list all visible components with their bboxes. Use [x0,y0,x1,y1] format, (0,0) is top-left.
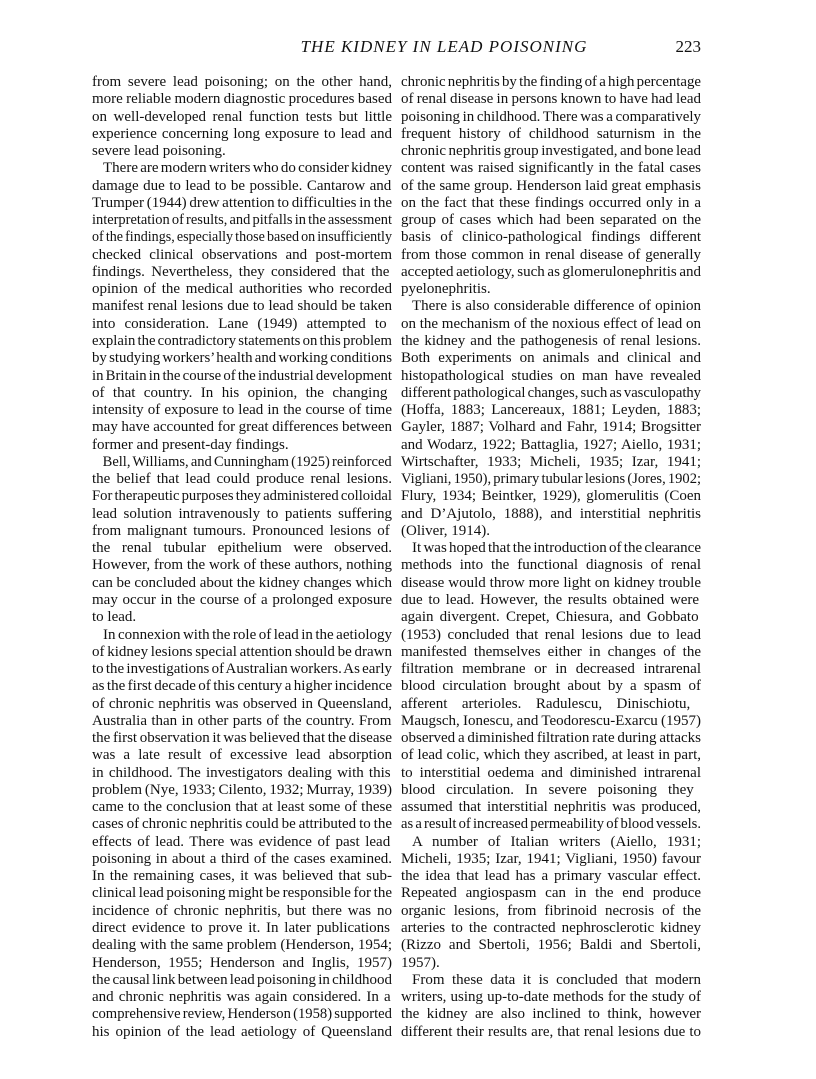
text-line: Vigliani, 1950), primary tubular lesions (Jores, 1902; [401,471,701,488]
paragraph [401,298,701,540]
text-line: (Hoffa, 1883; Lancereaux, 1881; Leyden, 1883; [401,402,701,419]
text-line: from malignant tumours. Pronounced lesions of [92,522,390,539]
text-line: the belief that lead could produce renal lesions. [92,471,392,488]
text-line: experience concerning long exposure to lead and [92,125,392,142]
text-line: dealing with the same problem (Henderson, 1954; [92,937,392,954]
text-line: (1953) concluded that renal lesions due to lead [401,626,701,643]
text-line: cases of chronic nephritis could be attributed to the [92,816,392,833]
text-line: by studying workers’ health and working conditions [92,350,392,367]
text-line: the first observation it was believed that the disease [92,730,392,747]
text-line: Wirtschafter, 1933; Micheli, 1935; Izar, 1941; [401,453,701,470]
text-line: of lead colic, which they ascribed, at least in part, [401,747,701,764]
text-line: again divergent. Crepet, Chiesura, and Gobbato [401,609,699,626]
paragraph [92,160,392,454]
text-line: the kidney are also inclined to think, however [401,1006,701,1023]
text-line: observed a diminished filtration rate during attacks [401,730,701,747]
running-title: THE KIDNEY IN LEAD POISONING [300,37,588,56]
text-line: There is also considerable difference of opinion [412,298,701,315]
text-line: due to lead. However, the results obtained were [401,591,700,608]
text-line: However, from the work of these authors, nothing [92,557,392,574]
text-line: to the investigations of Australian workers. As early [92,661,392,678]
text-line: organic lesions, from fibrinoid necrosis of the [401,902,701,919]
text-line: Henderson, 1955; Henderson and Inglis, 1957) [92,954,392,971]
text-line: damage due to lead to be possible. Cantarow and [92,177,392,194]
right-column [401,74,701,1041]
text-line: came to the conclusion that at least some of these [92,799,392,816]
text-line: poisoning in about a third of the cases examined. [92,850,392,867]
text-line: accepted aetiology, such as glomerulonephritis and [401,263,701,280]
text-line: different pathological changes, such as vasculopathy [401,384,701,401]
text-line: blood circulation. In severe poisoning they [401,781,694,798]
text-line: and Wodarz, 1922; Battaglia, 1927; Aiello, 1931; [401,436,701,453]
text-line: From these data it is concluded that modern [412,971,701,988]
left-column [92,74,392,1041]
text-line: In connexion with the role of lead in the aetiology [103,626,392,643]
text-line: Gayler, 1887; Volhard and Fahr, 1914; Brogsitter [401,419,701,436]
text-line: his opinion of the lead aetiology of Queensland [92,1023,392,1040]
text-line: and D’Ajutolo, 1888), and interstitial nephritis [401,505,701,522]
paragraph [401,540,701,834]
text-line: findings. Nevertheless, they considered that the [92,263,390,280]
text-line: opinion of the medical authorities who recorded [92,281,392,298]
text-line: in Britain in the course of the industrial development [92,367,392,384]
text-line: (Rizzo and Sbertoli, 1956; Baldi and Sbertoli, [401,937,701,954]
text-line: pyelonephritis. [401,281,491,298]
text-line: histopathological studies on man have revealed [401,367,701,384]
text-line: of renal disease in persons known to have had lead [401,91,701,108]
paragraph [92,627,392,1041]
text-line: on the fact that these findings occurred only in a [401,194,701,211]
text-line: of the same group. Henderson laid great emphasis [401,177,701,194]
text-line: There are modern writers who do consider kidney [103,160,392,177]
text-line: Maugsch, Ionescu, and Teodorescu-Exarcu (1957) [401,712,701,729]
text-line: different their results are, that renal lesions due to [401,1023,701,1040]
text-line: blood circulation brought about by a spasm of [401,678,701,695]
text-line: of kidney lesions special attention should be drawn [92,643,392,660]
text-line: the kidney and the pathogenesis of renal lesions. [401,332,701,349]
text-line: writers, using up-to-date methods for the study of [401,989,701,1006]
text-line: into consideration. Lane (1949) attempted to [92,315,387,332]
text-line: intensity of exposure to lead in the course of time [92,402,392,419]
text-line: the causal link between lead poisoning in childhood [92,971,392,988]
text-line: can be concluded about the kidney changes which [92,574,392,591]
paragraph [401,74,701,298]
text-line: incidence of chronic nephritis, but there was no [92,902,392,919]
text-line: of the findings, especially those based on insufficiently [92,229,392,246]
text-line: to lead. [92,609,137,626]
text-line: to interstitial oedema and diminished intrarenal [401,764,701,781]
text-line: former and present-day findings. [92,436,289,453]
text-line: In the remaining cases, it was believed that sub- [92,868,392,885]
text-line: assumed that interstitial nephritis was produced, [401,799,701,816]
paragraph [401,834,701,972]
text-line: poisoning in childhood. There was a comparatively [401,108,701,125]
text-line: problem (Nye, 1933; Cilento, 1932; Murray, 1939) [92,781,392,798]
text-line: frequent history of childhood saturnism in the [401,125,701,142]
text-line: may occur in the course of a prolonged exposure [92,591,392,608]
page-number: 223 [675,37,701,56]
text-line: as a result of increased permeability of blood vessels. [401,816,701,833]
text-line: of that country. In his opinion, the changing [92,384,388,401]
paragraph [92,454,392,627]
text-line: Trumper (1944) drew attention to difficulties in the [92,194,392,211]
text-line: was a late result of excessive lead absorption [92,747,392,764]
text-line: arteries to the contracted nephrosclerotic kidney [401,920,701,937]
paragraph [401,972,701,1041]
text-line: in childhood. The investigators dealing with this [92,764,391,781]
text-line: may have accounted for great differences between [92,419,392,436]
text-line: as the first decade of this century a higher incidence [92,678,392,695]
text-line: from those common in renal disease of generally [401,246,701,263]
text-line: the renal tubular epithelium were observed. [92,540,392,557]
text-line: It was hoped that the introduction of the clearance [412,540,701,557]
text-line: disease would throw more light on kidney trouble [401,574,701,591]
paragraph [92,74,392,160]
text-line: checked clinical observations and post-mortem [92,246,392,263]
text-line: of chronic nephritis was observed in Queensland, [92,695,392,712]
text-line: afferent arterioles. Radulescu, Dinischiotu, [401,695,691,712]
text-line: chronic nephritis group investigated, and bone lead [401,143,701,160]
text-line: direct evidence to prove it. In later publications [92,920,391,937]
text-line: severe lead poisoning. [92,143,226,160]
text-line: filtration membrane or in decreased intrarenal [401,661,701,678]
text-line: more reliable modern diagnostic procedures based [92,91,392,108]
text-line: content was raised significantly in the fatal cases [401,160,701,177]
text-line: explain the contradictory statements on this problem [92,332,392,349]
text-line: clinical lead poisoning might be responsible for the [92,885,392,902]
text-line: effects of lead. There was evidence of past lead [92,833,391,850]
text-line: A number of Italian writers (Aiello, 1931; [412,833,701,850]
text-line: Flury, 1934; Beintker, 1929), glomerulitis (Coen [401,488,701,505]
text-line: Australia than in other parts of the country. From [92,712,392,729]
text-line: comprehensive review, Henderson (1958) supported [92,1006,392,1023]
text-line: interpretation of results, and pitfalls in the assessment [92,212,392,229]
text-line: manifested themselves either in changes of the [401,643,701,660]
text-line: For therapeutic purposes they administered colloidal [92,488,392,505]
text-line: Micheli, 1935; Izar, 1941; Vigliani, 1950) favour [401,850,701,867]
text-line: Bell, Williams, and Cunningham (1925) reinforced [102,453,392,470]
text-line: lead solution intravenously to patients suffering [92,505,392,522]
text-line: methods into the functional diagnosis of renal [401,557,701,574]
text-line: chronic nephritis by the finding of a high percentage [401,74,701,90]
text-line: the idea that lead has a primary vascular effect. [401,868,701,885]
text-line: on the mechanism of the noxious effect of lead on [401,315,701,332]
text-line: and chronic nephritis was again considered. In a [92,989,391,1006]
text-line: Repeated angiospasm can in the end produce [401,885,701,902]
text-line: Both experiments on animals and clinical and [401,350,701,367]
text-line: group of cases which had been separated on the [401,212,701,229]
text-line: (Oliver, 1914). [401,522,490,539]
text-line: 1957). [401,954,440,971]
text-line: manifest renal lesions due to lead should be taken [92,298,392,315]
text-line: basis of clinico-pathological findings different [401,229,701,246]
text-line: on well-developed renal function tests but little [92,108,392,125]
text-line: from severe lead poisoning; on the other hand, [92,74,392,90]
